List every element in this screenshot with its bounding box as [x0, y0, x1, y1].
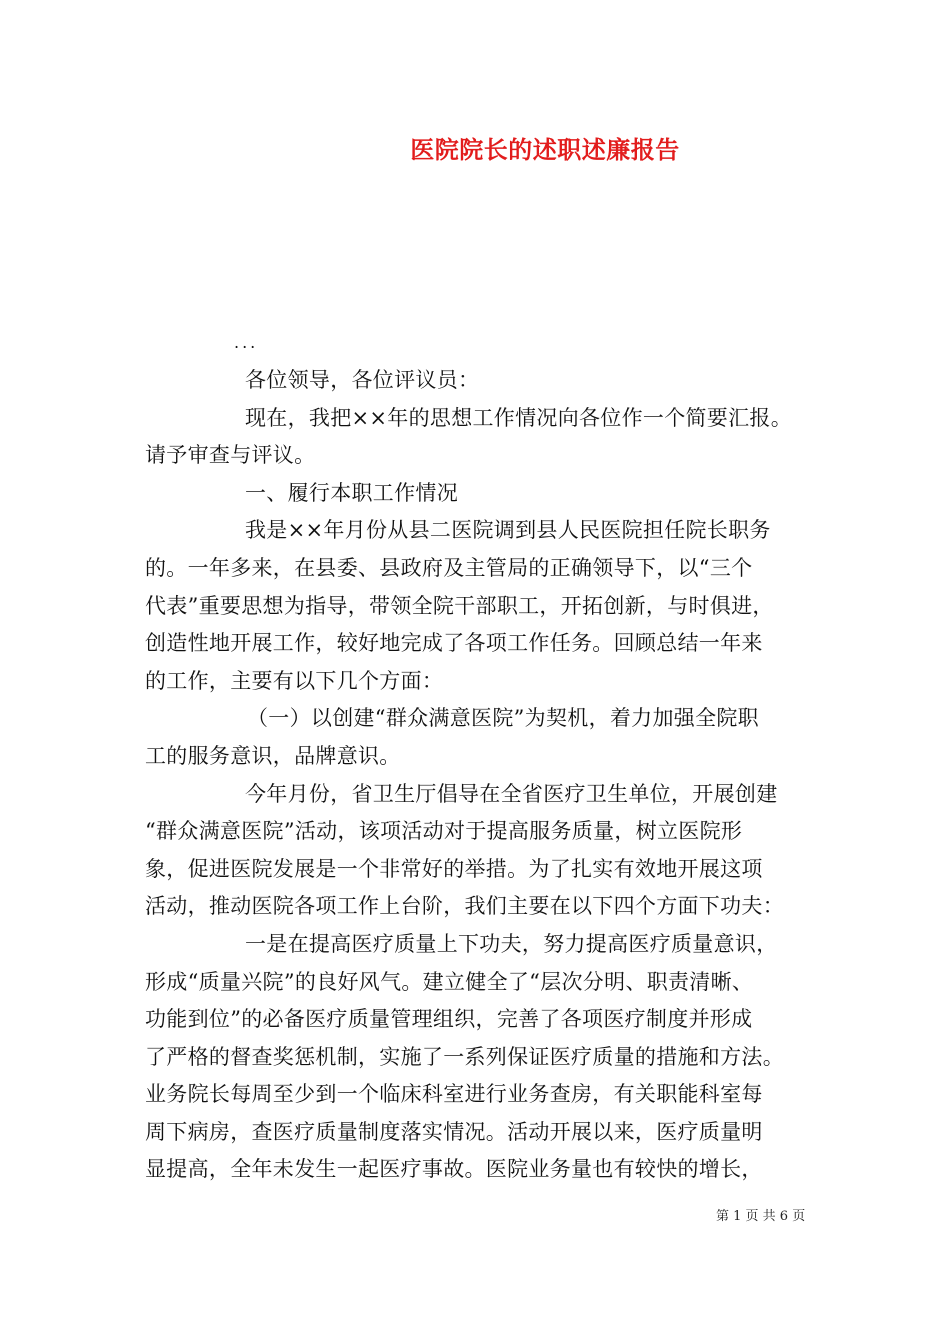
- text-line: 各位领导，各位评议员：: [245, 368, 480, 392]
- text-line: 一、履行本职工作情况: [245, 480, 458, 505]
- text-line: 象，促进医院发展是一个非常好的举措。为了扎实有效地开展这项: [145, 856, 763, 881]
- text-line: 我是××年月份从县二医院调到县人民医院担任院长职务: [245, 518, 771, 543]
- document-title: 医院院长的述职述廉报告: [410, 135, 680, 164]
- text-line: 业务院长每周至少到一个临床科室进行业务查房，有关职能科室每: [145, 1082, 763, 1107]
- text-line: 代表”重要思想为指导，带领全院干部职工，开拓创新，与时俱进，: [145, 593, 774, 618]
- text-line: 的。一年多来，在县委、县政府及主管局的正确领导下，以“三个: [145, 555, 753, 580]
- text-line: 今年月份，省卫生厅倡导在全省医疗卫生单位，开展创建: [245, 781, 778, 806]
- text-line: 请予审查与评议。: [145, 443, 316, 468]
- text-line: 周下病房，查医疗质量制度落实情况。活动开展以来，医疗质量明: [145, 1119, 763, 1144]
- page-number: 第 1 页 共 6 页: [716, 1209, 806, 1224]
- text-line: 形成“质量兴院”的良好风气。建立健全了“层次分明、职责清晰、: [145, 969, 754, 994]
- text-line: 功能到位”的必备医疗质量管理组织，完善了各项医疗制度并形成: [145, 1007, 753, 1032]
- document-body: [145, 362, 825, 1189]
- text-line: 创造性地开展工作，较好地完成了各项工作任务。回顾总结一年来: [145, 631, 763, 656]
- text-line: 的工作，主要有以下几个方面：: [145, 668, 444, 693]
- text-line: （一）以创建“群众满意医院”为契机，着力加强全院职: [247, 706, 759, 731]
- text-line: 活动，推动医院各项工作上台阶，我们主要在以下四个方面下功夫：: [145, 894, 784, 919]
- text-line: 了严格的督查奖惩机制，实施了一系列保证医疗质量的措施和方法。: [145, 1044, 784, 1069]
- ellipsis-mark: ...: [234, 333, 259, 352]
- text-line: “群众满意医院”活动，该项活动对于提高服务质量，树立医院形: [145, 819, 743, 844]
- text-line: 工的服务意识，品牌意识。: [145, 743, 401, 768]
- text-line: 显提高，全年未发生一起医疗事故。医院业务量也有较快的增长，: [145, 1157, 763, 1182]
- text-line: 一是在提高医疗质量上下功夫，努力提高医疗质量意识，: [245, 931, 778, 956]
- text-line: 现在，我把××年的思想工作情况向各位作一个简要汇报。: [245, 405, 792, 430]
